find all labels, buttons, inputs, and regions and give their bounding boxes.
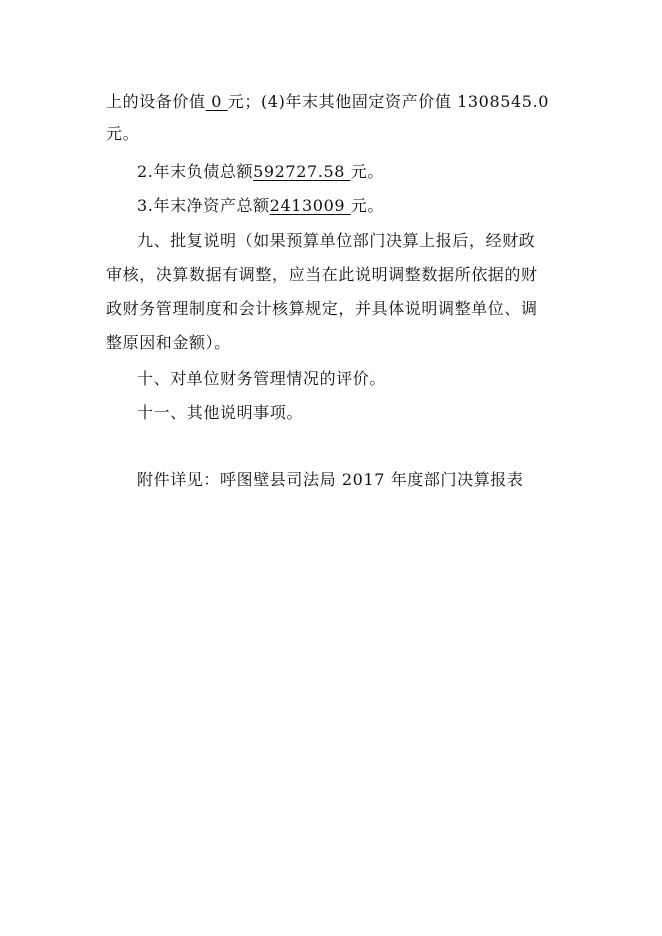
paragraph-evaluation: 十、对单位财务管理情况的评价。 [137, 369, 387, 388]
text-segment: 元。 [350, 196, 385, 215]
paragraph-total-liabilities [137, 162, 384, 182]
text-segment: 上的设备价值 [106, 92, 206, 111]
text-segment: 2.年末负债总额 [137, 162, 254, 181]
paragraph-net-assets [137, 196, 384, 216]
paragraph-approval-line4: 整原因和金额）。 [106, 333, 231, 352]
text-segment: 元。 [350, 162, 384, 181]
text-segment: 3.年末净资产总额 [137, 196, 270, 215]
attachment-note: 附件详见：呼图壁县司法局 2017 年度部门决算报表 [137, 470, 524, 489]
text-segment: 元；(4)年末其他固定资产价值 1308545.0 [227, 92, 550, 111]
paragraph-equipment-value-line1 [106, 92, 549, 112]
equipment-value-underlined: 0 [205, 92, 228, 111]
paragraph-approval-line1: 九、批复说明（如果预算单位部门决算上报后，经财政 [137, 231, 536, 250]
paragraph-approval-line3: 政财务管理制度和会计核算规定，并具体说明调整单位、调 [106, 299, 538, 318]
total-liabilities-underlined: 592727.58 [253, 162, 351, 181]
paragraph-other-matters: 十一、其他说明事项。 [137, 403, 304, 422]
paragraph-approval-line2: 审核，决算数据有调整，应当在此说明调整数据所依据的财 [106, 265, 538, 284]
paragraph-equipment-value-line2: 元。 [106, 124, 140, 143]
net-assets-underlined: 2413009 [269, 196, 351, 215]
